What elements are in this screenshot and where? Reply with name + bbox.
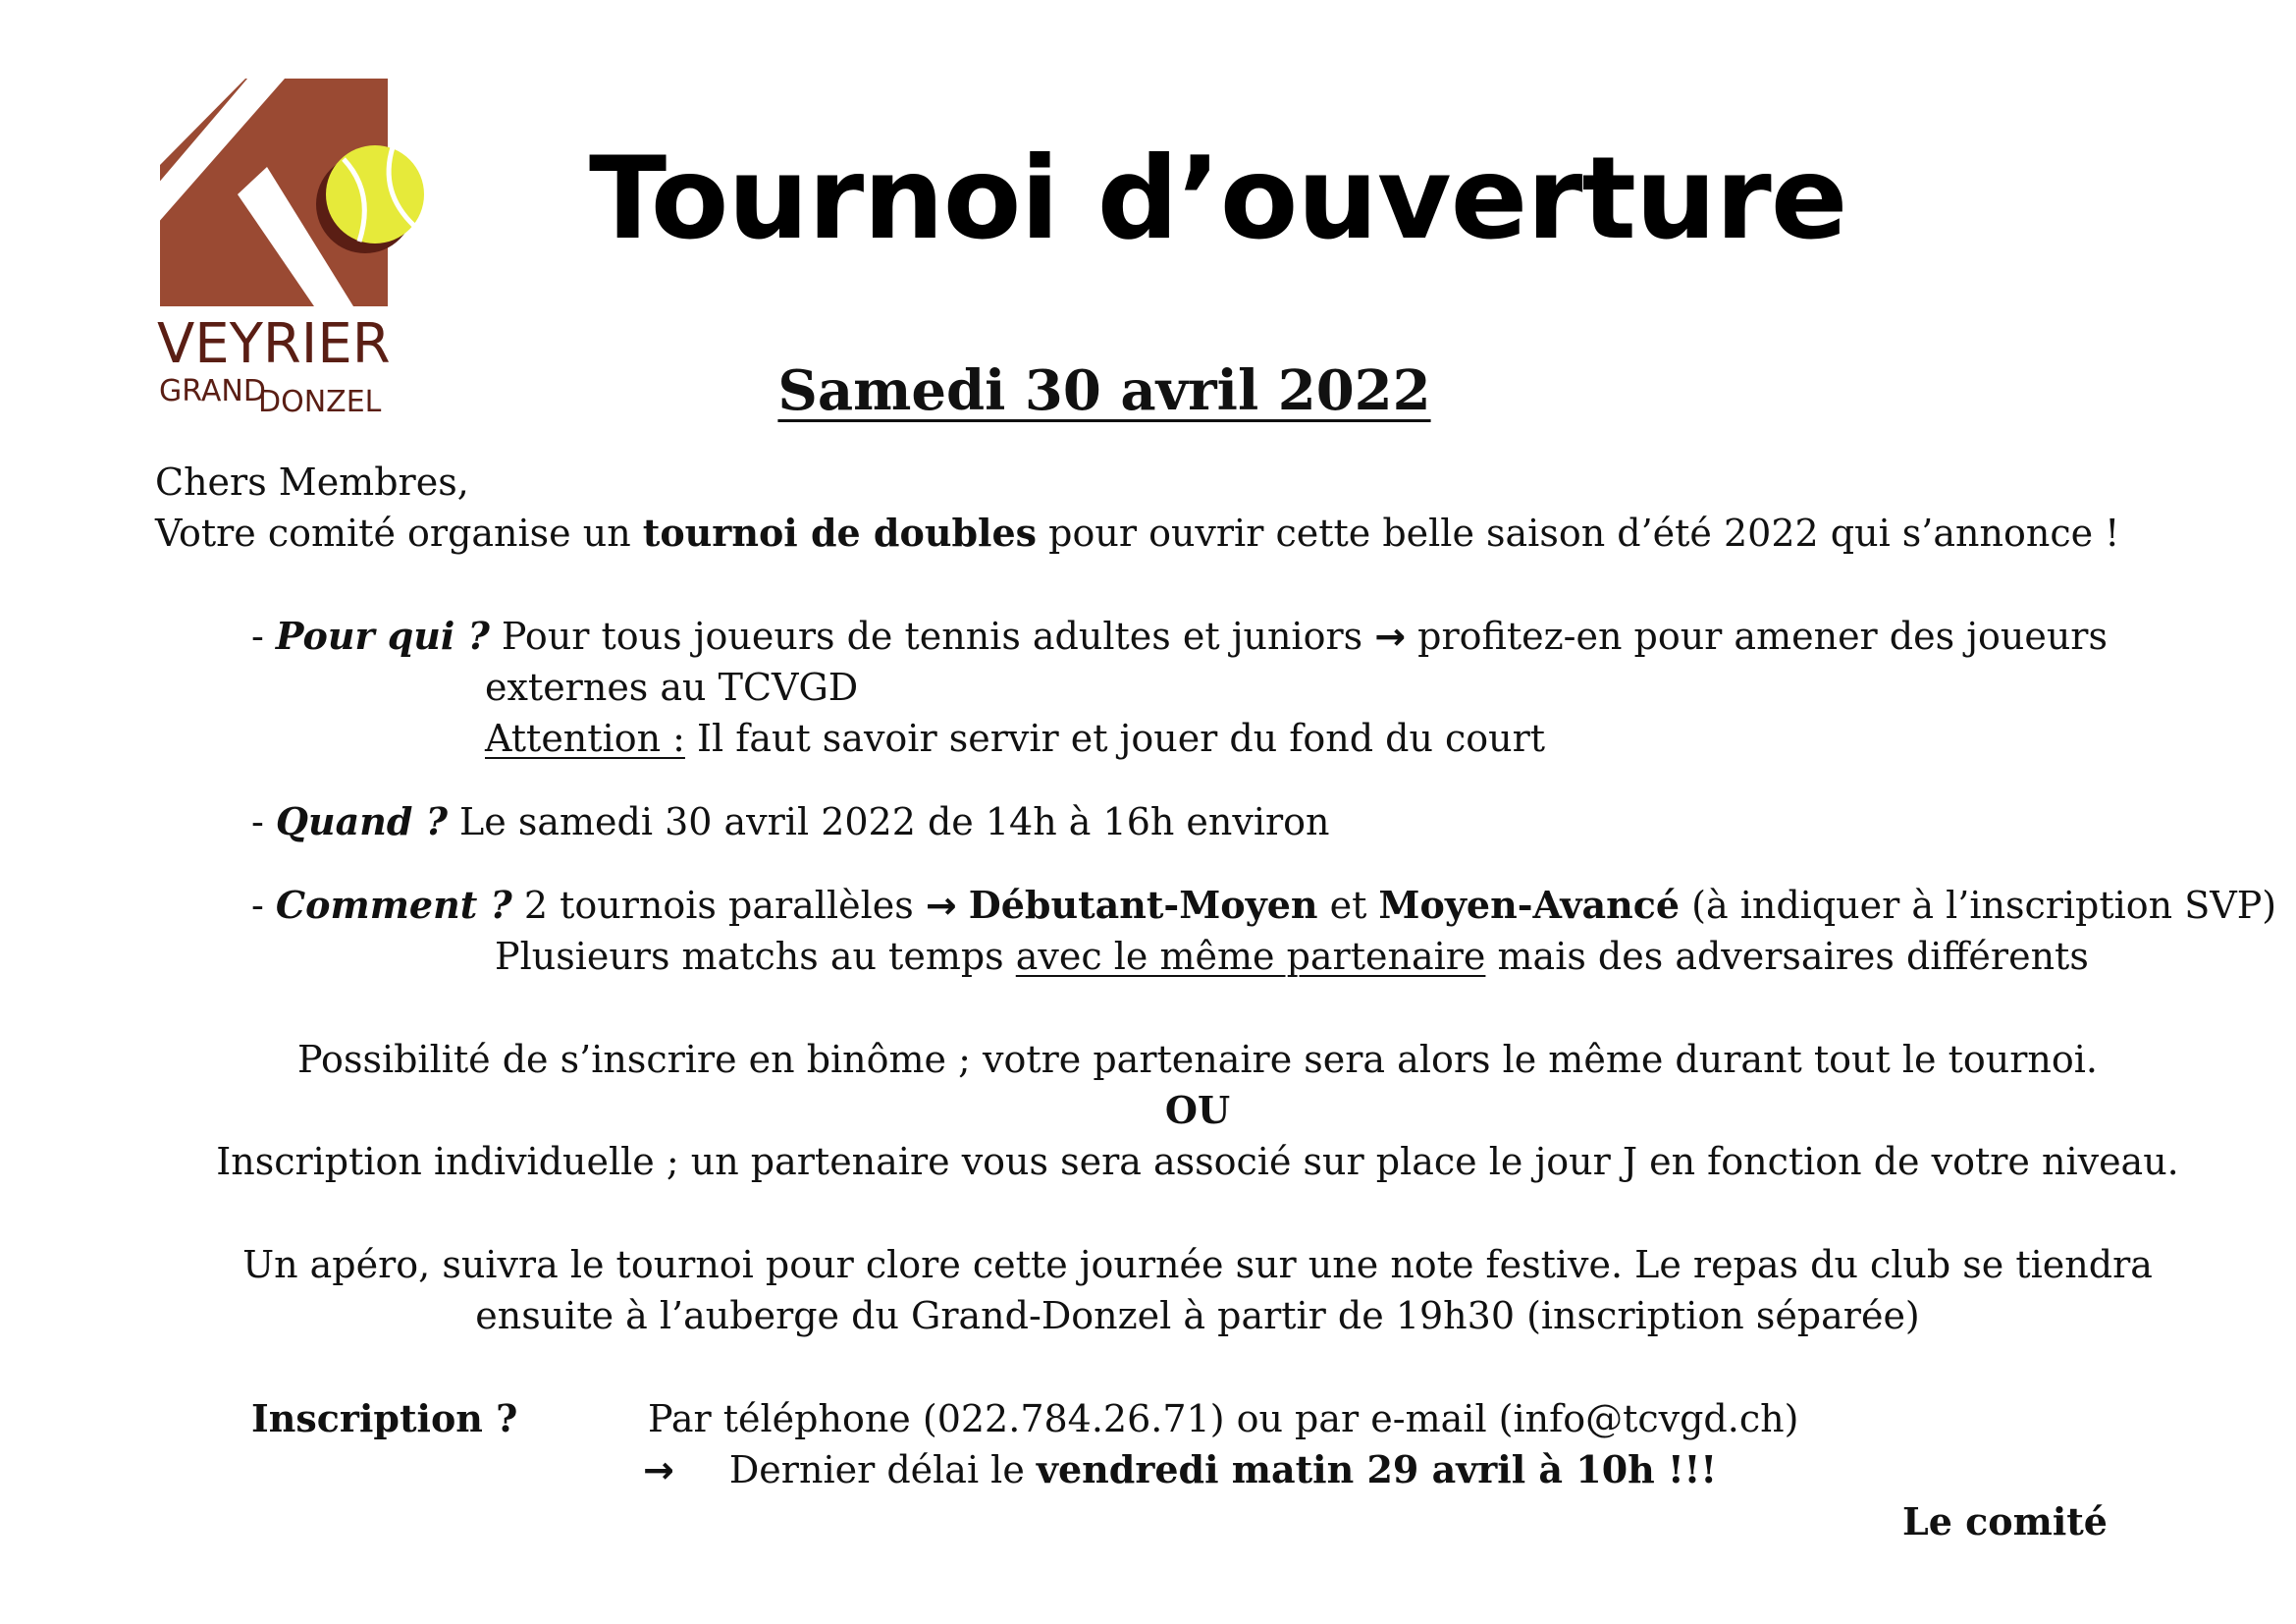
spacer <box>957 884 969 927</box>
intro-bold: tournoi de doubles <box>642 511 1038 555</box>
inscription-contact: Par téléphone (022.784.26.71) ou par e-mail (info@tcvgd.ch) <box>648 1397 1799 1440</box>
pour-qui-text1: Pour tous joueurs de tennis adultes et juniors <box>489 615 1375 658</box>
pour-qui-line1 <box>251 611 2108 662</box>
arrow-right-icon: → <box>925 884 957 927</box>
apero-line2: ensuite à l’auberge du Grand-Donzel à partir de 19h30 (inscription séparée) <box>475 1294 1920 1337</box>
inscription-deadline <box>643 1444 1717 1495</box>
pour-qui-attention <box>485 713 1545 764</box>
date-heading-text: Samedi 30 avril 2022 <box>777 358 1431 423</box>
individuelle-line: Inscription individuelle ; un partenaire vous sera associé sur place le jour J en fonction de votre niveau. <box>216 1140 2179 1183</box>
page-title: Tournoi d’ouverture <box>589 133 1847 265</box>
logo-text-donzel: DONZEL <box>258 385 382 419</box>
inscription-label: Inscription ? <box>251 1396 518 1440</box>
comment-et: et <box>1317 884 1379 927</box>
deadline-bold: vendredi matin 29 avril à 10h !!! <box>1036 1447 1718 1491</box>
logo-text-grand: GRAND <box>159 374 266 408</box>
deadline-text: Dernier délai le <box>728 1448 1037 1491</box>
arrow-right-icon: → <box>1374 615 1407 658</box>
attention-label: Attention : <box>485 717 685 760</box>
comment-line2b: mais des adversaires différents <box>1485 935 2089 978</box>
apero-line1: Un apéro, suivra le tournoi pour clore cette journée sur une note festive. Le repas du club se tiendra <box>242 1243 2153 1286</box>
level-debutant-moyen: Débutant-Moyen <box>968 883 1318 927</box>
ou-line: OU <box>1164 1088 1231 1132</box>
comment-line1 <box>251 880 2276 931</box>
comment-label: Comment ? <box>275 883 512 927</box>
logo-text-veyrier: VEYRIER <box>157 312 391 376</box>
bullet-dash: - <box>251 800 276 843</box>
arrow-right-icon: → <box>643 1448 674 1491</box>
attention-text: Il faut savoir servir et jouer du fond du court <box>684 717 1546 760</box>
level-moyen-avance: Moyen-Avancé <box>1378 883 1681 927</box>
quand-label: Quand ? <box>275 799 448 843</box>
quand-text: Le samedi 30 avril 2022 de 14h à 16h environ <box>447 800 1330 843</box>
quand-line <box>251 796 1330 847</box>
comment-line2-underlined: avec le même partenaire <box>1015 935 1486 978</box>
binome-line: Possibilité de s’inscrire en binôme ; votre partenaire sera alors le même durant tout le tournoi. <box>297 1038 2098 1081</box>
comment-line2a: Plusieurs matchs au temps <box>495 935 1016 978</box>
intro-text-1: Votre comité organise un <box>155 512 643 555</box>
date-heading <box>0 358 2209 423</box>
pour-qui-label: Pour qui ? <box>275 614 490 658</box>
bullet-dash: - <box>251 884 276 927</box>
signature: Le comité <box>1902 1499 2108 1543</box>
pour-qui-line2: externes au TCVGD <box>485 666 859 709</box>
bullet-dash: - <box>251 615 276 658</box>
comment-line2 <box>495 931 2089 982</box>
tennis-ball-icon <box>326 145 424 244</box>
greeting: Chers Membres, <box>155 460 469 504</box>
pour-qui-text2: profitez-en pour amener des joueurs <box>1406 615 2108 658</box>
comment-text2: (à indiquer à l’inscription SVP) <box>1680 884 2277 927</box>
comment-text1: 2 tournois parallèles <box>511 884 926 927</box>
intro-text-2: pour ouvrir cette belle saison d’été 2022 qui s’annonce ! <box>1037 512 2120 555</box>
intro-paragraph <box>155 508 2119 559</box>
